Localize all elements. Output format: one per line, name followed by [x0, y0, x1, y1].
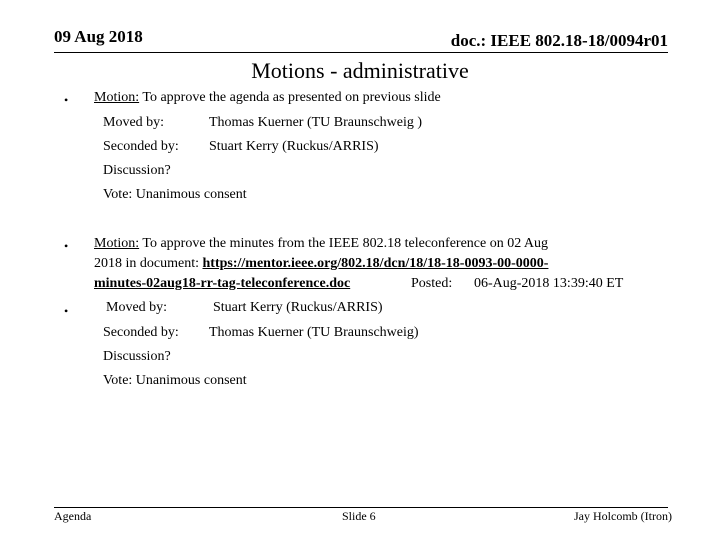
footer-slide-number: Slide 6: [342, 509, 376, 523]
bullet-motion-2-votes: •: [64, 304, 69, 318]
motion-1-vote: Vote: Unanimous consent: [103, 187, 247, 202]
motion-2-posted-value: 06-Aug-2018 13:39:40 ET: [474, 276, 624, 291]
motion-2-posted-label: Posted:: [411, 276, 453, 291]
minutes-document-link[interactable]: https://mentor.ieee.org/802.18/dcn/18/18-18-0093-00-0000-: [202, 256, 549, 271]
footer-left: Agenda: [54, 509, 92, 523]
slide-title: Motions - administrative: [251, 58, 469, 83]
motion-1-statement: [94, 90, 441, 106]
minutes-document-link-continued[interactable]: minutes-02aug18-rr-tag-teleconference.doc: [94, 276, 351, 291]
footer-divider: [54, 507, 668, 508]
motion-1-seconded-label: Seconded by:: [103, 139, 179, 154]
motion-1-moved-label: Moved by:: [103, 115, 165, 130]
motion-1-seconded-value: Stuart Kerry (Ruckus/ARRIS): [209, 139, 379, 154]
motion-2-text: To approve the minutes from the IEEE 802.18 teleconference on 02 Aug: [139, 236, 549, 251]
motion-2-line-3: [94, 276, 350, 292]
motion-2-label: Motion:: [94, 236, 140, 251]
motion-1-moved-value: Thomas Kuerner (TU Braunschweig ): [209, 115, 423, 130]
motion-2-vote: Vote: Unanimous consent: [103, 373, 247, 388]
motion-2-moved-label: Moved by:: [106, 300, 168, 315]
motion-2-statement: [94, 236, 548, 252]
motion-2-seconded-value: Thomas Kuerner (TU Braunschweig): [209, 325, 419, 340]
motion-1-label: Motion:: [94, 90, 140, 105]
motion-2-seconded-label: Seconded by:: [103, 325, 179, 340]
motion-2-text-line-2: 2018 in document:: [94, 256, 203, 271]
motion-2-line-2: [94, 256, 548, 272]
bullet-motion-2: •: [64, 239, 69, 253]
motion-1-discussion: Discussion?: [103, 163, 171, 178]
header-divider: [54, 52, 668, 53]
motion-2-moved-value: Stuart Kerry (Ruckus/ARRIS): [213, 300, 383, 315]
bullet-motion-1: •: [64, 93, 69, 107]
footer-author: Jay Holcomb (Itron): [574, 509, 672, 523]
motion-1-text: To approve the agenda as presented on previous slide: [139, 90, 441, 105]
motion-2-discussion: Discussion?: [103, 349, 171, 364]
header-date: 09 Aug 2018: [54, 27, 143, 46]
header-doc-id: doc.: IEEE 802.18-18/0094r01: [450, 31, 668, 50]
